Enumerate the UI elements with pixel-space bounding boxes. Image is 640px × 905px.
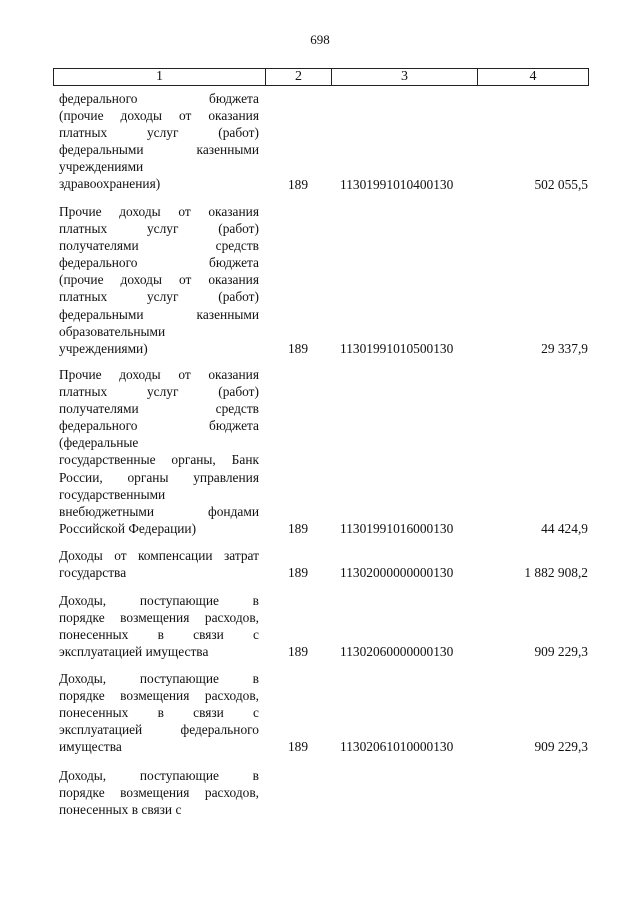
admin-code: 189 xyxy=(287,520,309,536)
description-line: Российской Федерации) xyxy=(59,520,197,536)
header-col-2: 2 xyxy=(266,69,332,85)
description-line: понесенных в связи с xyxy=(59,802,182,818)
description-line: Прочие доходы от оказания xyxy=(59,367,259,382)
description-line: получателями средств xyxy=(59,238,259,254)
row-description xyxy=(59,203,259,357)
description-line: платных услуг (работ) xyxy=(59,289,259,305)
amount-value: 29 337,9 xyxy=(541,340,588,356)
description-line: государственными xyxy=(59,486,166,502)
description-line: образовательными xyxy=(59,323,166,339)
description-line: Доходы, поступающие в xyxy=(59,671,259,686)
description-line: получателями средств xyxy=(59,401,259,417)
header-col-3: 3 xyxy=(332,69,478,85)
kbk-code: 11302060000000130 xyxy=(340,644,454,660)
description-line: (прочие доходы от оказания xyxy=(59,272,259,288)
row-description xyxy=(59,547,259,581)
description-line: платных услуг (работ) xyxy=(59,125,259,141)
description-line: учреждениями) xyxy=(59,340,148,356)
description-line: федерального бюджета xyxy=(59,418,259,434)
kbk-code: 11302061010000130 xyxy=(340,739,454,755)
kbk-code: 11301991016000130 xyxy=(340,520,454,536)
amount-value: 909 229,3 xyxy=(534,739,588,755)
table-header xyxy=(53,68,589,86)
admin-code: 189 xyxy=(287,739,309,755)
admin-code: 189 xyxy=(287,176,309,192)
description-line: федерального бюджета xyxy=(59,255,259,271)
description-line: имущества xyxy=(59,739,122,755)
description-line: федеральными казенными xyxy=(59,142,259,158)
row-description xyxy=(59,592,259,660)
description-line: внебюджетными фондами xyxy=(59,503,259,519)
description-line: учреждениями xyxy=(59,159,144,175)
description-line: здравоохранения) xyxy=(59,176,161,192)
description-line: Прочие доходы от оказания xyxy=(59,204,259,219)
amount-value: 909 229,3 xyxy=(534,644,588,660)
row-description xyxy=(59,670,259,755)
description-line: эксплуатацией федерального xyxy=(59,722,259,738)
header-col-1: 1 xyxy=(54,69,266,85)
description-line: государства xyxy=(59,565,127,581)
description-line: федеральными казенными xyxy=(59,306,259,322)
description-line: платных услуг (работ) xyxy=(59,384,259,400)
description-line: порядке возмещения расходов, xyxy=(59,610,259,626)
page-number: 698 xyxy=(310,32,330,47)
description-line: понесенных в связи с xyxy=(59,705,259,721)
description-line: (федеральные xyxy=(59,435,139,451)
description-line: порядке возмещения расходов, xyxy=(59,785,259,801)
admin-code: 189 xyxy=(287,340,309,356)
description-line: (прочие доходы от оказания xyxy=(59,108,259,124)
description-line: федерального бюджета xyxy=(59,91,259,106)
amount-value: 502 055,5 xyxy=(534,176,588,192)
admin-code: 189 xyxy=(287,565,309,581)
row-description xyxy=(59,767,259,818)
admin-code: 189 xyxy=(287,644,309,660)
description-line: понесенных в связи с xyxy=(59,627,259,643)
description-line: Доходы от компенсации затрат xyxy=(59,548,259,563)
kbk-code: 11302000000000130 xyxy=(340,565,454,581)
description-line: порядке возмещения расходов, xyxy=(59,688,259,704)
amount-value: 1 882 908,2 xyxy=(524,565,588,581)
description-line: эксплуатацией имущества xyxy=(59,644,209,660)
header-col-4: 4 xyxy=(529,69,537,84)
row-description xyxy=(59,366,259,537)
description-line: государственные органы, Банк xyxy=(59,452,259,468)
description-line: платных услуг (работ) xyxy=(59,221,259,237)
description-line: Доходы, поступающие в xyxy=(59,768,259,783)
amount-value: 44 424,9 xyxy=(541,520,588,536)
kbk-code: 11301991010500130 xyxy=(340,340,454,356)
description-line: России, органы управления xyxy=(59,469,259,485)
row-description xyxy=(59,90,259,193)
kbk-code: 11301991010400130 xyxy=(340,176,454,192)
description-line: Доходы, поступающие в xyxy=(59,593,259,608)
